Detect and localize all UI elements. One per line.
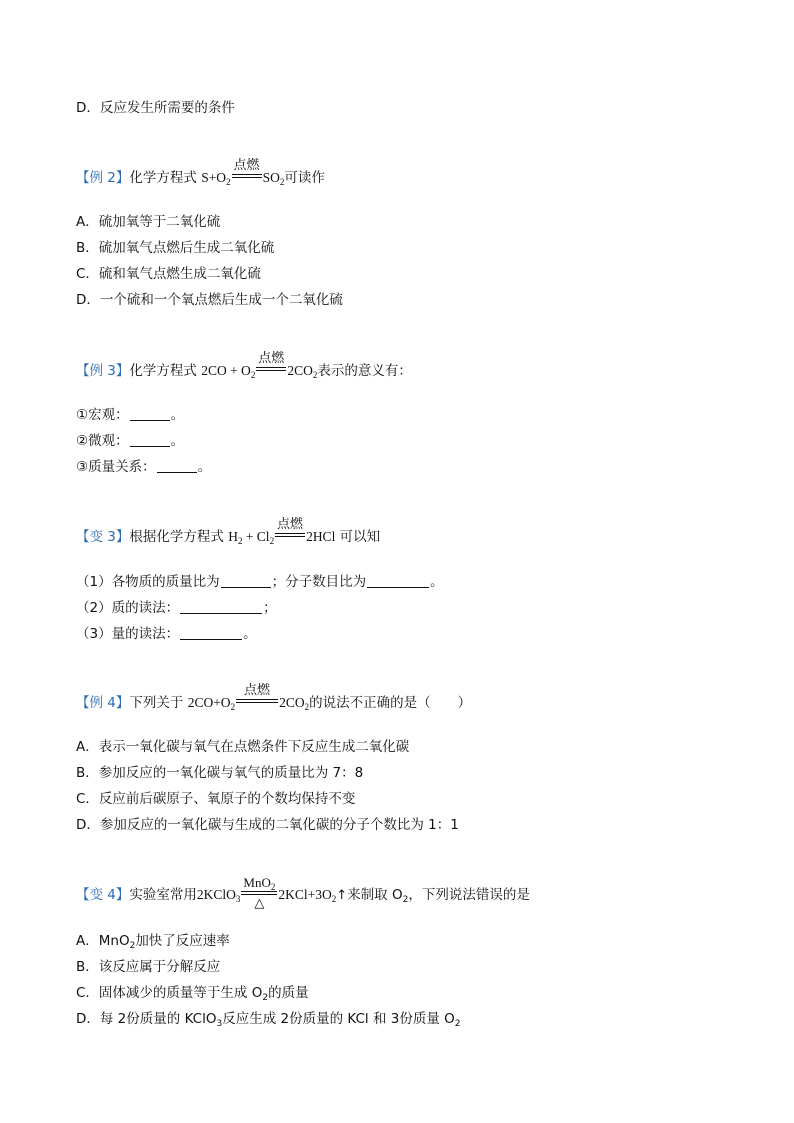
example-4-prefix: 下列关于 — [129, 695, 188, 711]
example-4-reaction-condition: 点燃 — [236, 693, 278, 713]
example-3-rhs: $2CO_2$ — [287, 363, 318, 380]
variant-4-option-c: C．固体减少的质量等于生成 $O_2$的质量 — [76, 985, 309, 1003]
variant-4-prefix: 实验室常用 — [129, 887, 197, 903]
variant-3-lhs: $H_2 + Cl_2$ — [228, 529, 275, 546]
variant-4-suffix: 来制取 $O_2$，下列说法错误的是 — [347, 887, 530, 905]
example-4-option-c: C．反应前后碳原子、氧原子的个数均保持不变 — [76, 791, 356, 807]
example-4-option-d: D．参加反应的一氧化碳与生成的二氧化碳的分子个数比为 1：1 — [76, 817, 459, 833]
example-2-stem — [76, 158, 325, 188]
example-3-item-mass: ③质量关系： 。 — [76, 459, 212, 475]
example-2-option-b: B．硫加氧气点燃后生成二氧化硫 — [76, 240, 275, 256]
example-3-prefix: 化学方程式 — [129, 363, 202, 379]
example-2-option-d: D．一个硫和一个氧点燃后生成一个二氧化硫 — [76, 292, 343, 308]
answer-blank[interactable] — [157, 458, 197, 473]
gas-up-arrow-icon: ↑ — [336, 888, 348, 903]
heat-symbol: △ — [254, 896, 265, 911]
example-2-option-c: C．硫和氧气点燃生成二氧化硫 — [76, 266, 261, 282]
variant-4-rhs: $2KCl+3O_2$ — [278, 887, 337, 904]
example-2-prefix: 化学方程式 — [129, 170, 202, 186]
example-2-suffix: 可读作 — [284, 170, 325, 186]
variant-3-suffix: 可以知 — [335, 529, 381, 545]
answer-blank[interactable] — [130, 406, 170, 421]
variant-3-prefix: 根据化学方程式 — [129, 529, 229, 545]
variant-3-item-1: （1）各物质的质量比为 ；分子数目比为 。 — [76, 574, 444, 590]
variant-4-tag: 【变 4】 — [76, 887, 130, 903]
answer-blank[interactable] — [221, 573, 271, 588]
example-4-option-b: B．参加反应的一氧化碳与氧气的质量比为 7：8 — [76, 765, 364, 781]
variant-4-option-b: B．该反应属于分解反应 — [76, 959, 221, 975]
variant-3-rhs: 2HCl — [306, 529, 336, 544]
example-3-suffix: 表示的意义有： — [317, 363, 412, 379]
example-2-rhs: $SO_2$ — [262, 170, 285, 187]
example-3-stem — [76, 351, 412, 381]
variant-4-option-d: D．每 2份质量的 KClO$_3$反应生成 2份质量的 KCl 和 3份质量 $O_2$ — [76, 1011, 461, 1029]
variant-3-item-2: （2）质的读法： ； — [76, 600, 277, 616]
example-2-tag: 【例 2】 — [76, 170, 130, 186]
variant-3-stem — [76, 517, 381, 547]
example-3-reaction-condition: 点燃 — [256, 361, 286, 381]
example-4-tag: 【例 4】 — [76, 695, 130, 711]
example-2-option-a: A．硫加氧等于二氧化硫 — [76, 214, 221, 230]
example-4-suffix: 的说法不正确的是（ ） — [309, 695, 472, 711]
q1-option-d: D．反应发生所需要的条件 — [76, 100, 235, 116]
variant-3-item-3: （3）量的读法： 。 — [76, 626, 257, 642]
example-2-reaction-condition: 点燃 — [232, 168, 262, 188]
variant-4-option-a: A．MnO$_2$加快了反应速率 — [76, 933, 230, 951]
example-3-tag: 【例 3】 — [76, 363, 130, 379]
variant-4-lhs: 2KClO$_3$ — [196, 887, 241, 904]
example-3-lhs: $2CO + O_2$ — [201, 363, 256, 380]
answer-blank[interactable] — [367, 573, 429, 588]
example-2-lhs: $S+O_2$ — [201, 170, 231, 187]
example-4-option-a: A．表示一氧化碳与氧气在点燃条件下反应生成二氧化碳 — [76, 739, 410, 755]
variant-4-reaction-condition: MnO$_2$ △ — [241, 885, 277, 905]
example-3-item-macro: ①宏观： 。 — [76, 407, 185, 423]
answer-blank[interactable] — [130, 432, 170, 447]
variant-3-reaction-condition: 点燃 — [275, 527, 305, 547]
answer-blank[interactable] — [180, 599, 262, 614]
example-3-item-micro: ②微观： 。 — [76, 433, 185, 449]
answer-blank[interactable] — [180, 625, 242, 640]
example-4-lhs: $2CO+O_2$ — [187, 695, 236, 712]
variant-4-stem — [76, 875, 530, 911]
variant-3-tag: 【变 3】 — [76, 529, 130, 545]
example-4-stem — [76, 683, 472, 713]
example-4-rhs: $2CO_2$ — [279, 695, 310, 712]
